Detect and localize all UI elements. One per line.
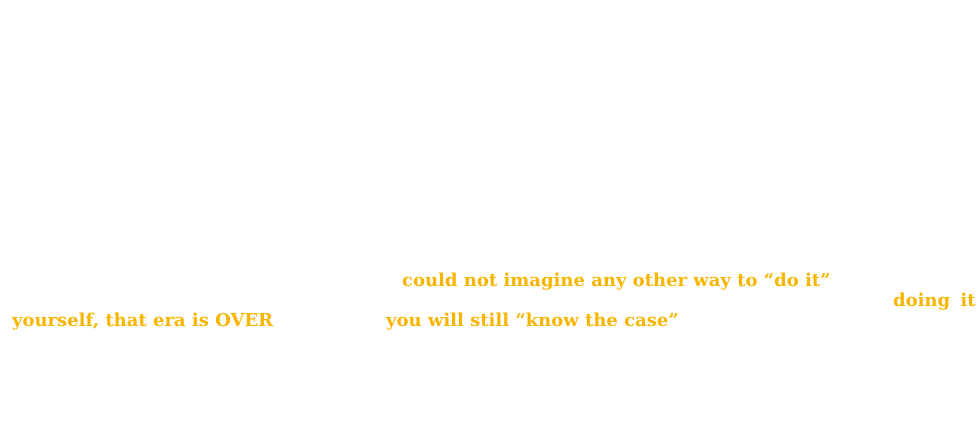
subtitle-text-doing-it: doing it bbox=[893, 290, 976, 311]
subtitle-line-3 bbox=[0, 308, 980, 334]
subtitle-text-could-not-imagine: could not imagine any other way to “do it” bbox=[402, 270, 831, 291]
subtitle-text-era-is-over: yourself, that era is OVER bbox=[12, 310, 274, 331]
subtitle-text-know-the-case: you will still “know the case” bbox=[386, 310, 679, 331]
